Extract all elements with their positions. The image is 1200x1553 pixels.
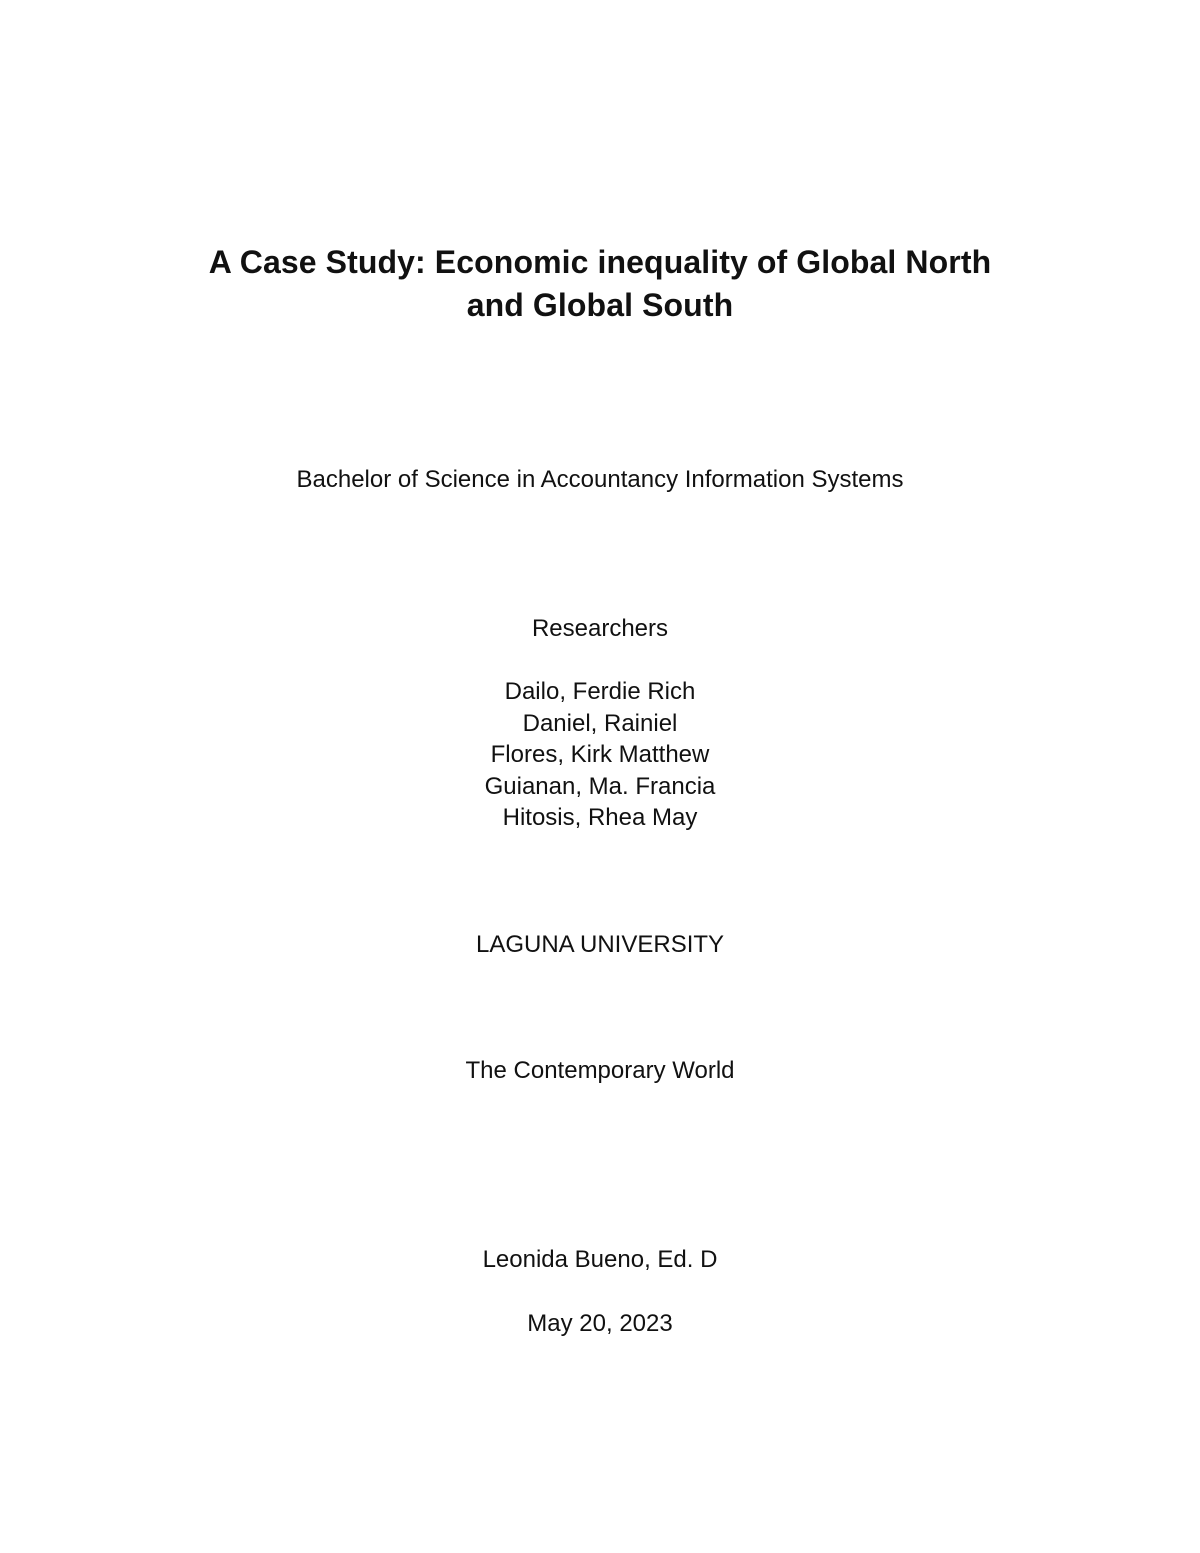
researcher-name: Hitosis, Rhea May (502, 804, 698, 831)
program-name: Bachelor of Science in Accountancy Information Systems (296, 466, 904, 493)
researcher-name: Daniel, Rainiel (522, 709, 678, 737)
course-name: The Contemporary World (465, 1057, 735, 1084)
researcher-name: Flores, Kirk Matthew (490, 741, 710, 768)
researcher-name: Dailo, Ferdie Rich (504, 678, 696, 705)
title-line-1: A Case Study: Economic inequality of Global North (208, 244, 992, 280)
researcher-name: Guianan, Ma. Francia (484, 772, 716, 800)
title-line-2: and Global South (466, 287, 734, 323)
researchers-list (0, 676, 1200, 834)
university-name: LAGUNA UNIVERSITY (475, 931, 725, 958)
instructor-name: Leonida Bueno, Ed. D (482, 1246, 718, 1273)
submission-date: May 20, 2023 (527, 1310, 673, 1337)
researchers-heading: Researchers (531, 615, 669, 642)
